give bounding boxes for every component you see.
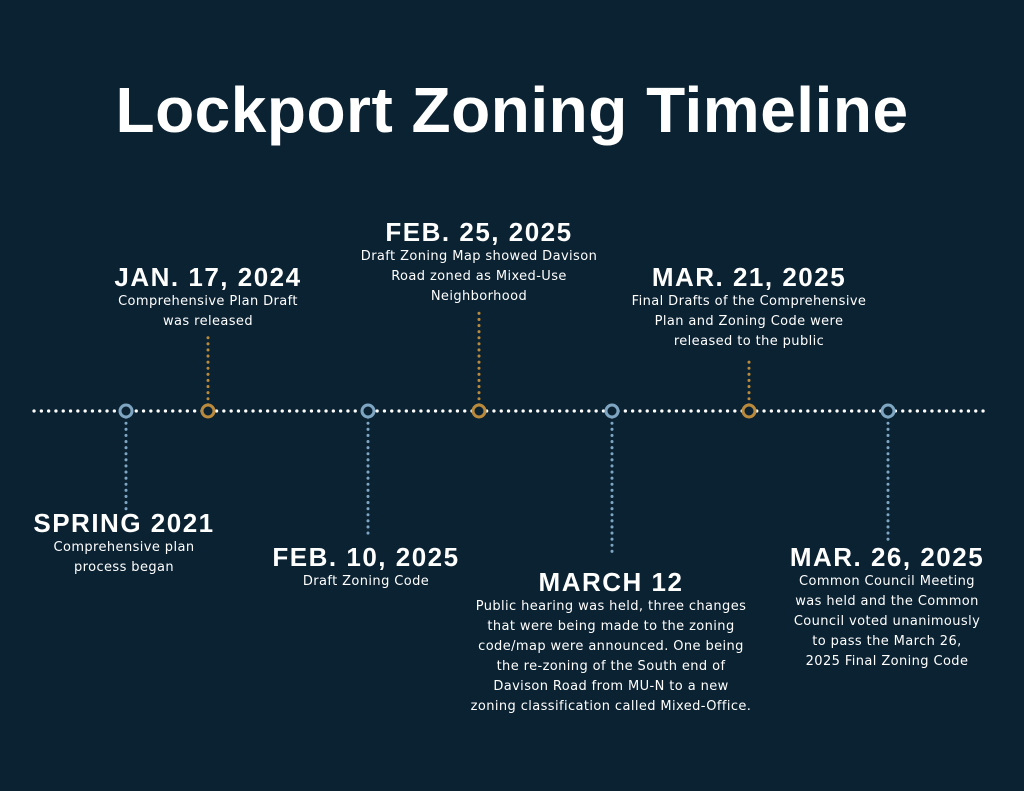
event-description-line: Plan and Zoning Code were [654, 314, 844, 329]
event-description-line: Final Drafts of the Comprehensive [631, 294, 867, 309]
event-description-line: code/map were announced. One being [478, 639, 744, 654]
event-description-line: released to the public [673, 334, 825, 349]
marker-march-12 [606, 405, 618, 417]
marker-feb-10-2025 [362, 405, 374, 417]
event-description-line: the re-zoning of the South end of [496, 659, 726, 674]
marker-jan-17-2024 [202, 405, 214, 417]
event-date: FEB. 10, 2025 [272, 542, 460, 572]
event-date: MAR. 21, 2025 [651, 262, 847, 292]
event-jan-17-2024 [78, 262, 338, 332]
event-date: MAR. 26, 2025 [789, 542, 985, 572]
event-description-line: process began [74, 560, 174, 575]
event-description-line: that were being made to the zoning [487, 619, 735, 634]
event-description [757, 572, 1017, 672]
event-date: MARCH 12 [538, 567, 684, 597]
marker-mar-21-2025 [743, 405, 755, 417]
event-feb-25-2025 [329, 217, 629, 307]
event-date: SPRING 2021 [33, 508, 215, 538]
event-description [78, 292, 338, 332]
event-description-line: Draft Zoning Code [302, 574, 430, 589]
marker-mar-26-2025 [882, 405, 894, 417]
event-description-line: Comprehensive plan [53, 540, 195, 555]
event-mar-21-2025 [599, 262, 899, 352]
marker-spring-2021 [120, 405, 132, 417]
event-description-line: Common Council Meeting [799, 574, 975, 589]
event-description-line: Davison Road from MU-N to a new [493, 679, 729, 694]
event-description [329, 247, 629, 307]
event-description-line: was held and the Common [795, 594, 979, 609]
marker-feb-25-2025 [473, 405, 485, 417]
event-description-line: Draft Zoning Map showed Davison [360, 249, 598, 264]
event-description-line: was released [163, 314, 253, 329]
page-title: Lockport Zoning Timeline [115, 74, 909, 146]
event-spring-2021 [0, 508, 254, 578]
event-description-line: 2025 Final Zoning Code [805, 654, 969, 669]
event-description-line: to pass the March 26, [812, 634, 962, 649]
event-description [0, 538, 254, 578]
event-description [446, 597, 776, 717]
event-description-line: Council voted unanimously [793, 614, 981, 629]
event-description [599, 292, 899, 352]
event-mar-26-2025 [757, 542, 1017, 672]
event-description-line: zoning classification called Mixed-Office. [470, 699, 752, 714]
event-description-line: Neighborhood [430, 289, 528, 304]
event-description-line: Comprehensive Plan Draft [118, 294, 298, 309]
event-march-12 [446, 567, 776, 717]
event-date: FEB. 25, 2025 [385, 217, 573, 247]
event-description-line: Public hearing was held, three changes [475, 599, 747, 614]
event-date: JAN. 17, 2024 [114, 262, 302, 292]
event-description-line: Road zoned as Mixed-Use [391, 269, 567, 284]
